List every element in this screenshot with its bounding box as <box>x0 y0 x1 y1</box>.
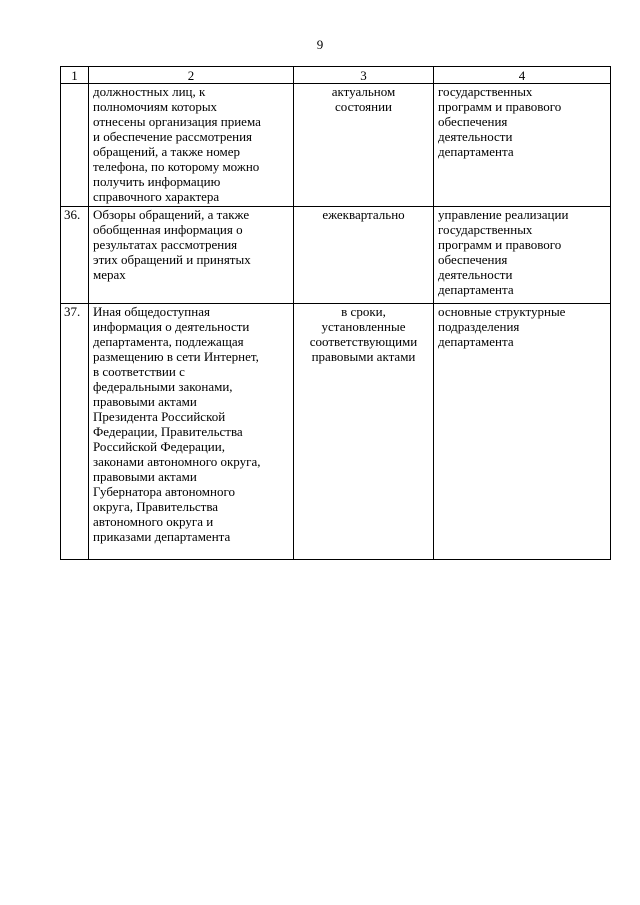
document-table <box>60 66 611 560</box>
row-responsible: основные структурные подразделения департамента <box>434 304 611 560</box>
row-responsible: государственных программ и правового обеспечения деятельности департамента <box>434 84 611 207</box>
row-number: 37. <box>61 304 89 560</box>
header-cell-1: 1 <box>61 67 89 84</box>
header-cell-4: 4 <box>434 67 611 84</box>
row-number <box>61 84 89 207</box>
row-period: ежеквартально <box>294 207 434 304</box>
row-period: актуальном состоянии <box>294 84 434 207</box>
page-number: 9 <box>316 37 324 52</box>
table-row <box>61 304 611 560</box>
row-description: Обзоры обращений, а также обобщенная информация о результатах рассмотрения этих обращений и принятых мерах <box>89 207 294 304</box>
table-header-row <box>61 67 611 84</box>
row-number: 36. <box>61 207 89 304</box>
table-row <box>61 84 611 207</box>
header-cell-3: 3 <box>294 67 434 84</box>
row-responsible: управление реализации государственных программ и правового обеспечения деятельности департамента <box>434 207 611 304</box>
row-period: в сроки, установленные соответствующими правовыми актами <box>294 304 434 560</box>
row-description: Иная общедоступная информация о деятельности департамента, подлежащая размещению в сети Интернет, в соответствии с федеральными законами, правовыми актами Президента Российской Федерации, Правительства Российской Федерации, законами автономного округа, правовыми актами Губернатора автономного округа, Правительства автономного округа и приказами департамента <box>89 304 294 560</box>
table-row <box>61 207 611 304</box>
header-cell-2: 2 <box>89 67 294 84</box>
row-description: должностных лиц, к полномочиям которых отнесены организация приема и обеспечение рассмотрения обращений, а также номер телефона, по которому можно получить информацию справочного характера <box>89 84 294 207</box>
